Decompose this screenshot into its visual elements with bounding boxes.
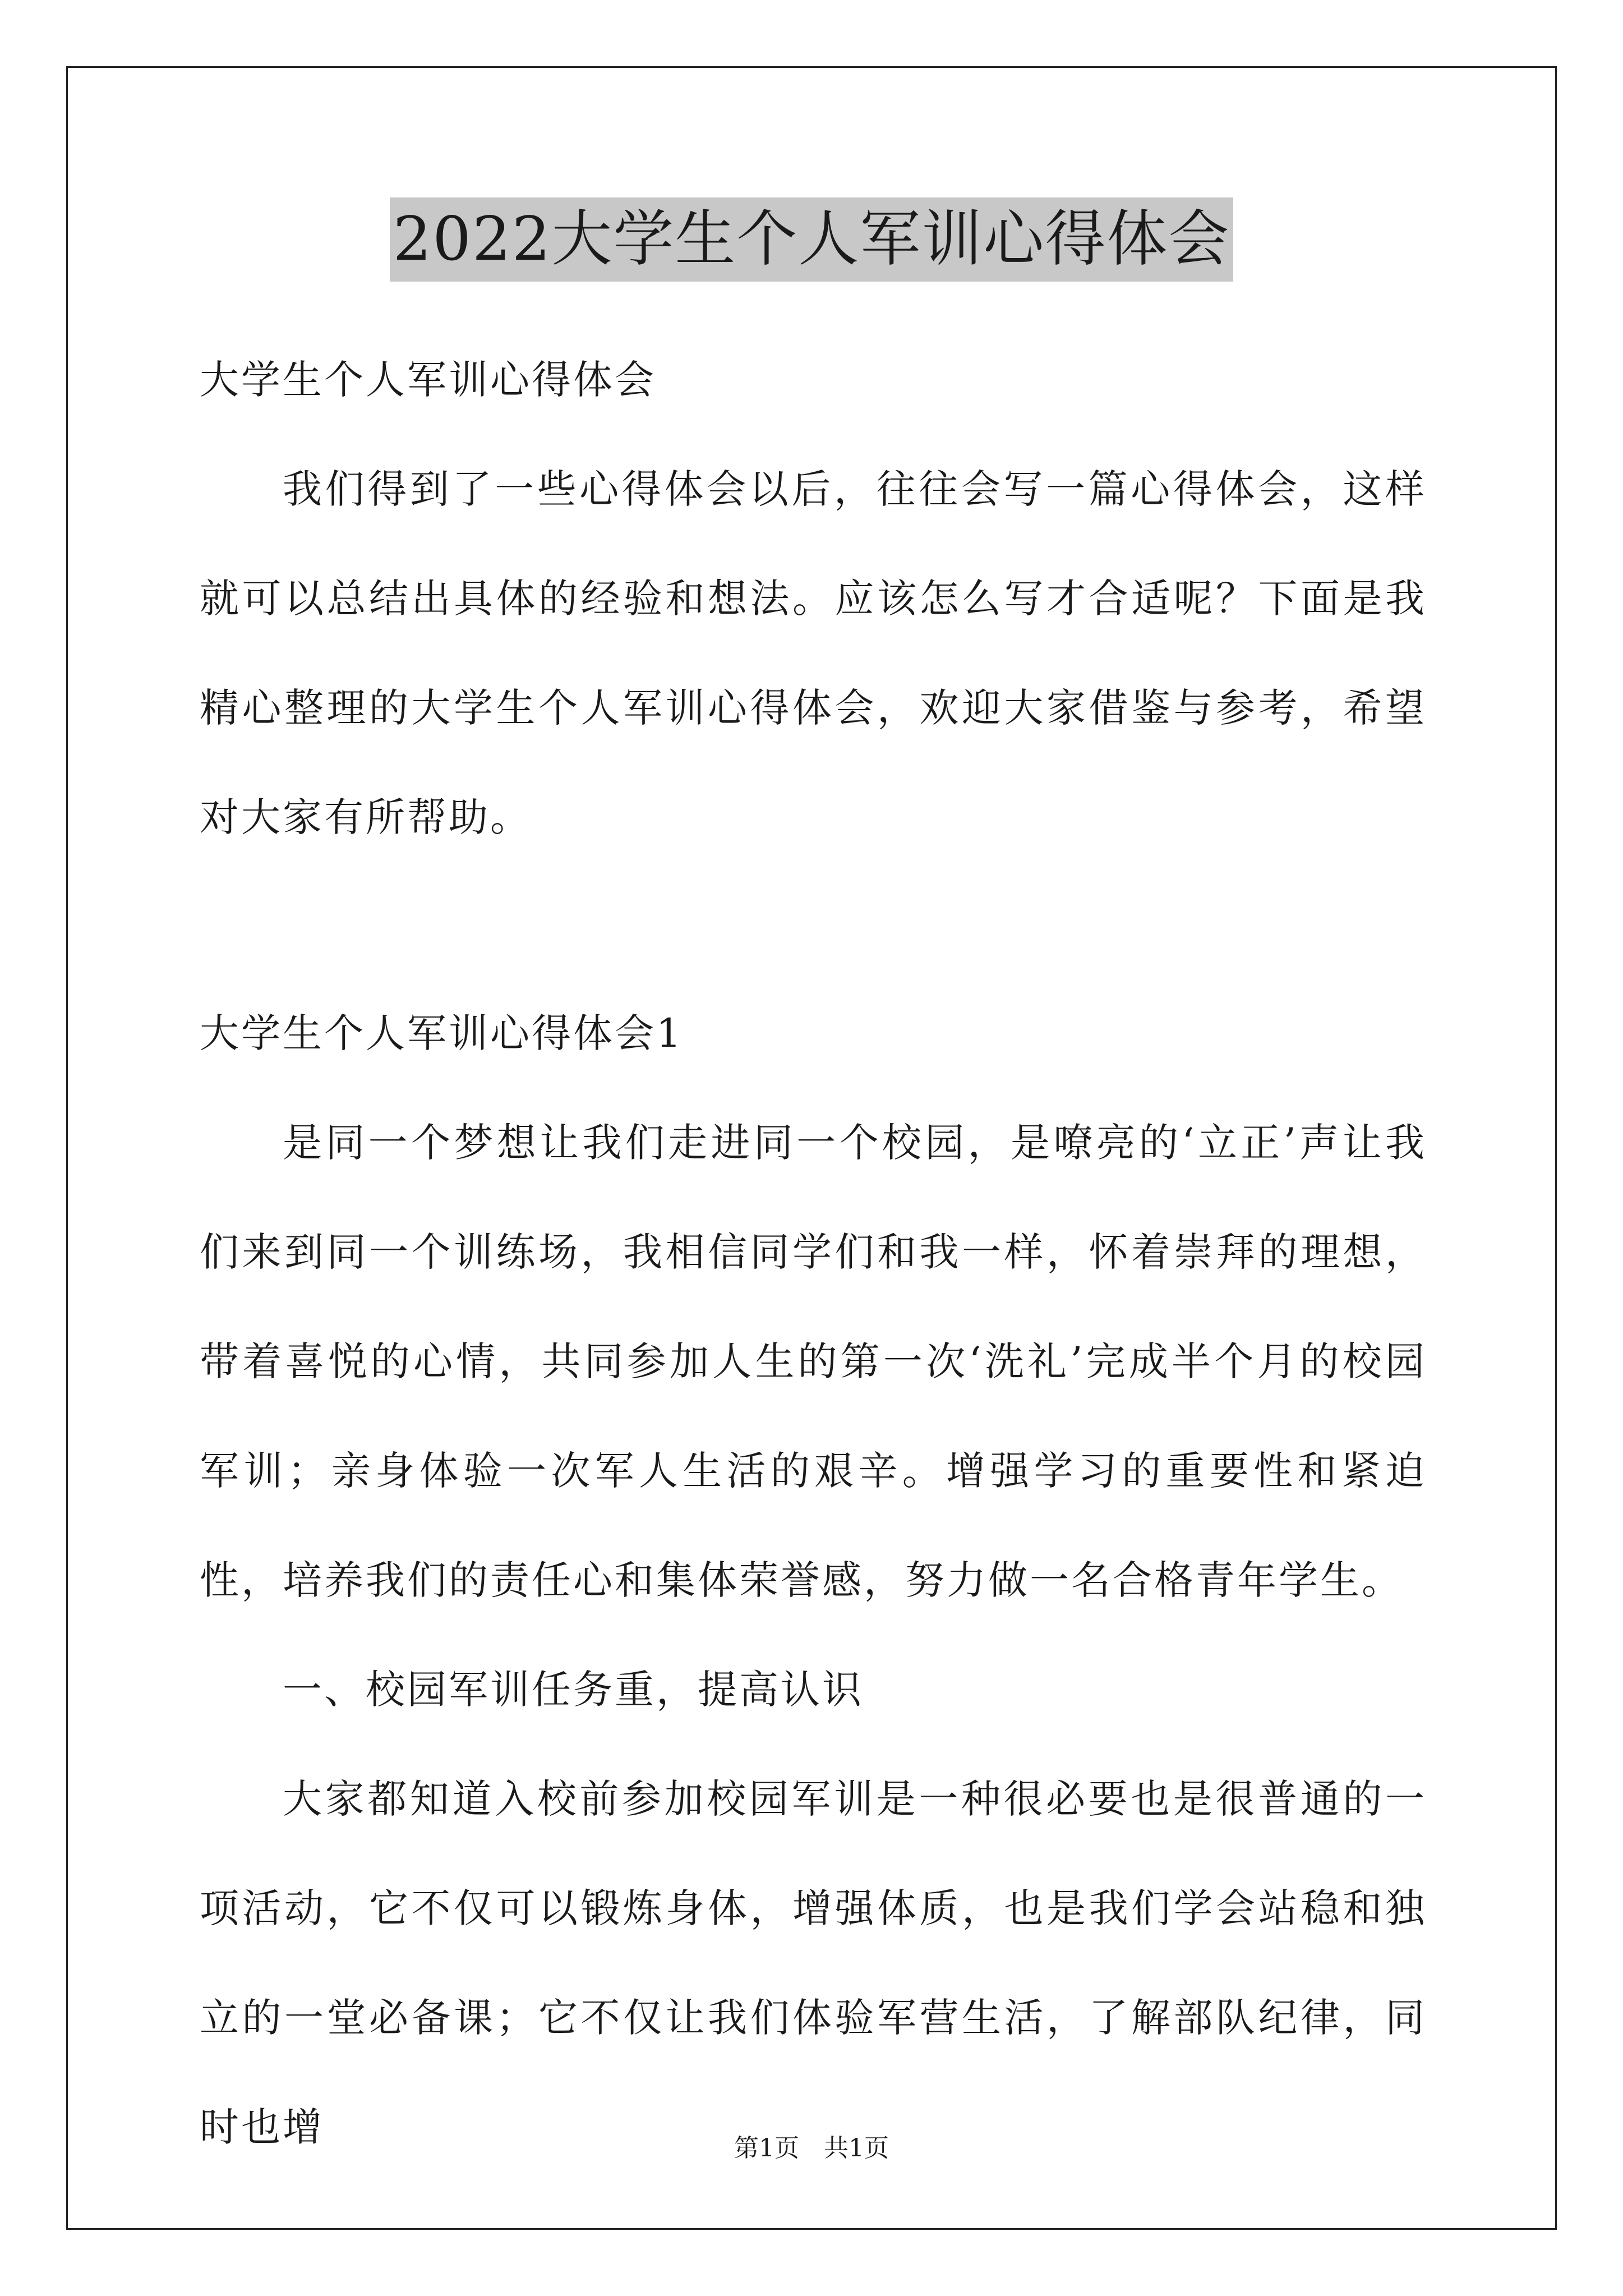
- intro-heading: 大学生个人军训心得体会: [200, 357, 656, 403]
- title-container: [0, 197, 1623, 282]
- section-heading: 大学生个人军训心得体会1: [200, 1010, 684, 1056]
- page-footer: 第1页 共1页: [734, 2134, 889, 2162]
- section-paragraph-1: 是同一个梦想让我们走进同一个校园，是嘹亮的‘立正’声让我们来到同一个训练场，我相信同学们和我一样，怀着崇拜的理想，带着喜悦的心情，共同参加人生的第一次‘洗礼’完成半个月的校园军训；亲身体验一次军人生活的艰辛。增强学习的重要性和紧迫性，培养我们的责任心和集体荣誉感，努力做一名合格青年学生。: [200, 1120, 1427, 1603]
- section-paragraph-2: 大家都知道入校前参加校园军训是一种很必要也是很普通的一项活动，它不仅可以锻炼身体，增强体质，也是我们学会站稳和独立的一堂必备课；它不仅让我们体验军营生活，了解部队纪律，同时也增: [200, 1776, 1427, 2150]
- section-spacer: [200, 872, 1427, 979]
- document-body: [200, 325, 1427, 2182]
- document-title: 2022大学生个人军训心得体会: [390, 197, 1234, 282]
- intro-paragraph: 我们得到了一些心得体会以后，往往会写一篇心得体会，这样就可以总结出具体的经验和想法。应该怎么写才合适呢？下面是我精心整理的大学生个人军训心得体会，欢迎大家借鉴与参考，希望对大家有所帮助。: [200, 466, 1427, 840]
- section-subheading: 一、校园军训任务重，提高认识: [283, 1667, 864, 1713]
